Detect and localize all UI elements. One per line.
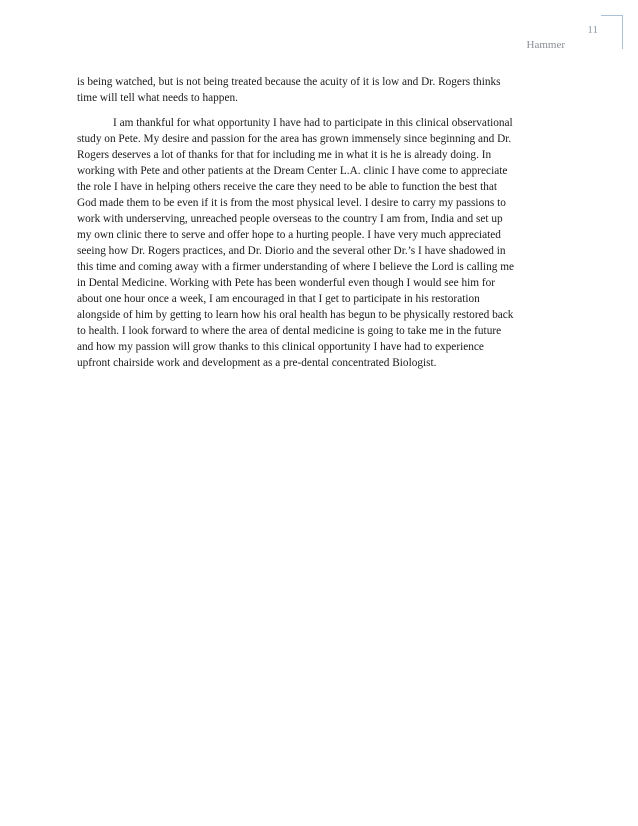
text-line: God made them to be even if it is from the most physical level. I desire to carry my passions to: [77, 197, 506, 209]
text-line: and how my passion will grow thanks to this clinical opportunity I have had to experience: [77, 341, 484, 353]
body-text: [77, 74, 567, 371]
paragraph-1: [77, 74, 567, 106]
text-line: study on Pete. My desire and passion for the area has grown immensely since beginning and Dr.: [77, 133, 512, 145]
text-line: is being watched, but is not being treated because the acuity of it is low and Dr. Rogers thinks: [77, 76, 501, 88]
page-number: 11: [587, 24, 598, 36]
corner-mark-horizontal: [601, 15, 623, 16]
text-line: I am thankful for what opportunity I have had to participate in this clinical observational: [113, 117, 513, 129]
paragraph-spacing: [77, 106, 567, 115]
text-line: upfront chairside work and development as a pre-dental concentrated Biologist.: [77, 357, 437, 369]
text-line: in Dental Medicine. Working with Pete has been wonderful even though I would see him for: [77, 277, 496, 289]
running-head: Hammer: [526, 39, 565, 51]
text-line: to health. I look forward to where the area of dental medicine is going to take me in the future: [77, 325, 502, 337]
text-line: my own clinic there to serve and offer hope to a hurting people. I have very much appreciated: [77, 229, 501, 241]
corner-mark-vertical: [622, 15, 623, 49]
text-line: seeing how Dr. Rogers practices, and Dr. Diorio and the several other Dr.’s I have shadowed in: [77, 245, 506, 257]
text-line: work with underserving, unreached people overseas to the country I am from, India and set up: [77, 213, 503, 225]
text-line: the role I have in helping others receive the care they need to be able to function the best that: [77, 181, 498, 193]
paragraph-2: [77, 115, 567, 371]
text-line: Rogers deserves a lot of thanks for that for including me in what it is he is already doing. In: [77, 149, 492, 161]
text-line: time will tell what needs to happen.: [77, 92, 238, 104]
page-corner-marks: [601, 15, 623, 49]
text-line: working with Pete and other patients at the Dream Center L.A. clinic I have come to appreciate: [77, 165, 508, 177]
text-line: alongside of him by getting to learn how his oral health has begun to be physically restored back: [77, 309, 514, 321]
text-line: about one hour once a week, I am encouraged in that I get to participate in his restoration: [77, 293, 480, 305]
text-line: this time and coming away with a firmer understanding of where I believe the Lord is calling me: [77, 261, 514, 273]
